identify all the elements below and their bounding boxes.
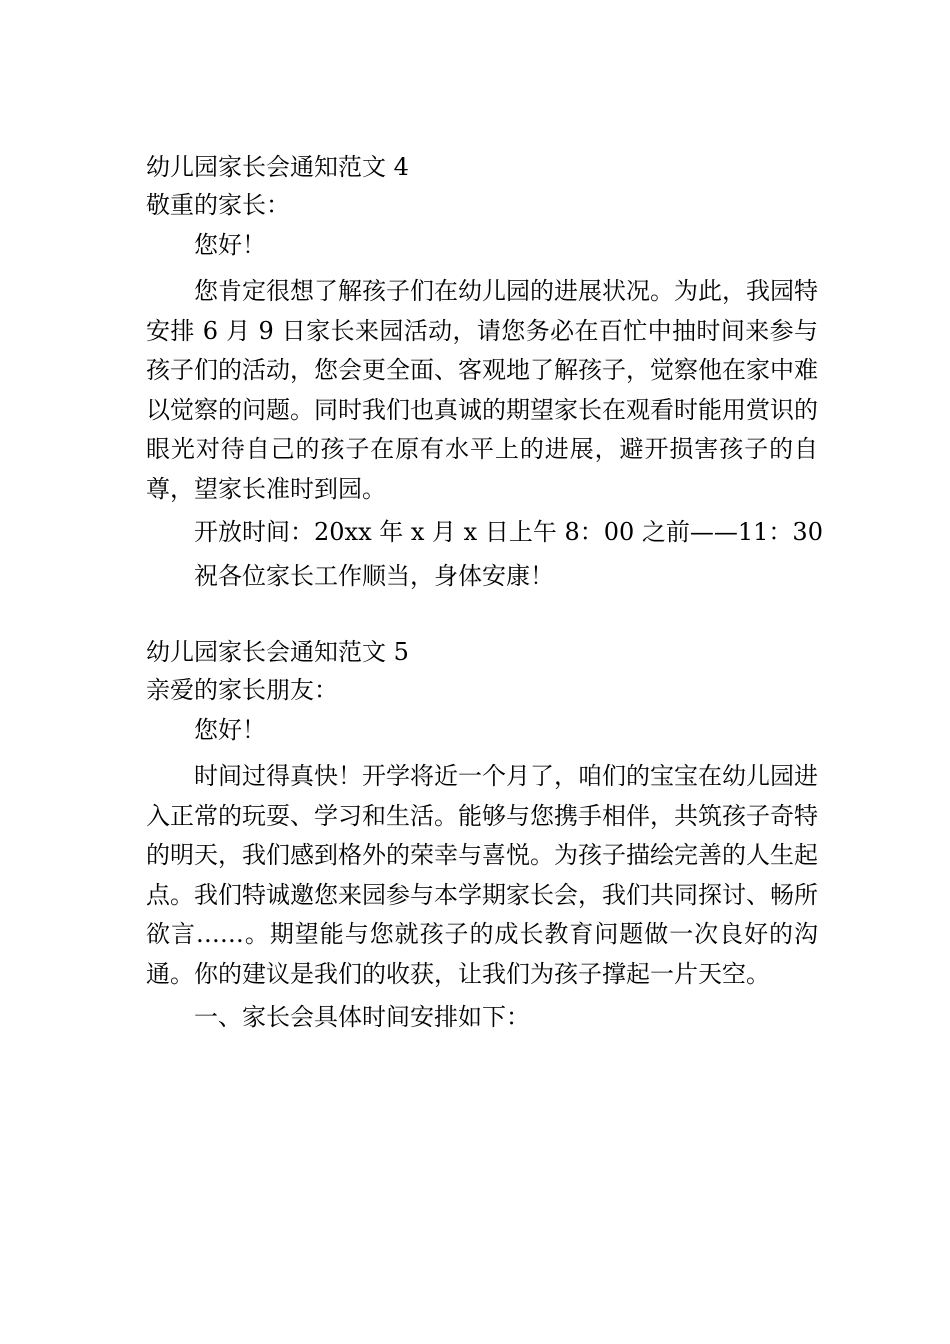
section-4-wishes: 祝各位家长工作顺当，身体安康！ [194, 562, 554, 590]
section-5-salutation: 亲爱的家长朋友： [146, 676, 338, 704]
section-5-body: 时间过得真快！开学将近一个月了，咱们的宝宝在幼儿园进入正常的玩耍、学习和生活。能够与您携手相伴，共筑孩子奇特的明天，我们感到格外的荣幸与喜悦。为孩子描绘完善的人生起点。我们特诚邀您来园参与本学期家长会，我们共同探讨、畅所欲言……。期望能与您就孩子的成长教育问题做一次良好的沟通。你的建议是我们的收获，让我们为孩子撑起一片天空。 [146, 762, 818, 988]
section-5-item-1: 一、家长会具体时间安排如下： [194, 1003, 530, 1031]
section-4-title: 幼儿园家长会通知范文 4 [146, 153, 409, 181]
section-4-salutation: 敬重的家长： [146, 191, 290, 219]
section-4-open-time: 开放时间：20xx 年 x 月 x 日上午 8：00 之前——11：30 [194, 518, 823, 546]
section-4-greeting: 您好！ [194, 231, 266, 259]
section-4-body: 您肯定很想了解孩子们在幼儿园的进展状况。为此，我园特安排 6 月 9 日家长来园活动，请您务必在百忙中抽时间来参与孩子们的活动，您会更全面、客观地了解孩子，觉察他在家中难以觉察的问题。同时我们也真诚的期望家长在观看时能用赏识的眼光对待自己的孩子在原有水平上的进展，避开损害孩子的自尊，望家长准时到园。 [146, 277, 818, 503]
section-5-greeting: 您好！ [194, 716, 266, 744]
document-page [146, 150, 823, 1034]
section-5-title: 幼儿园家长会通知范文 5 [146, 638, 409, 666]
